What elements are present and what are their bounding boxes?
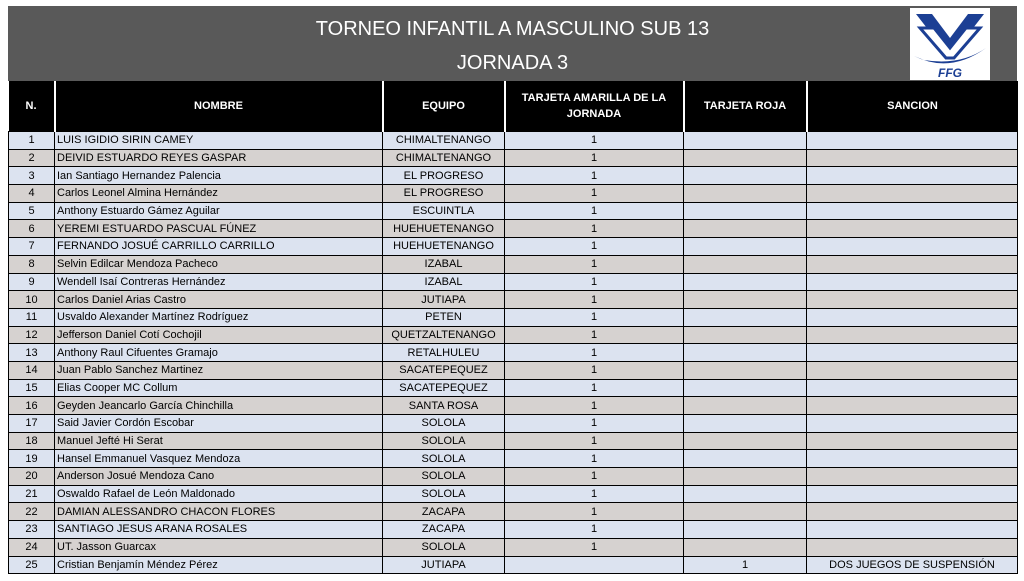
cell-yellow-card: 1: [505, 361, 684, 379]
cell-name: UT. Jasson Guarcax: [55, 538, 383, 556]
cell-team: IZABAL: [383, 273, 505, 291]
cell-sanction: [807, 255, 1018, 273]
table-row: [9, 326, 1018, 344]
cell-team: EL PROGRESO: [383, 167, 505, 185]
logo-text: FFG: [938, 66, 962, 80]
cell-red-card: [684, 415, 807, 433]
cell-red-card: [684, 202, 807, 220]
cell-team: HUEHUETENANGO: [383, 220, 505, 238]
table-row: [9, 485, 1018, 503]
cell-team: SOLOLA: [383, 485, 505, 503]
col-header-sanction: SANCION: [807, 81, 1018, 132]
cell-number: 25: [9, 556, 55, 574]
cell-yellow-card: 1: [505, 485, 684, 503]
cell-name: Carlos Daniel Arias Castro: [55, 291, 383, 309]
cell-sanction: [807, 521, 1018, 539]
table-row: [9, 415, 1018, 433]
cell-yellow-card: 1: [505, 379, 684, 397]
cell-number: 22: [9, 503, 55, 521]
cell-yellow-card: 1: [505, 521, 684, 539]
table-row: [9, 344, 1018, 362]
cell-sanction: [807, 185, 1018, 203]
cell-team: SACATEPEQUEZ: [383, 361, 505, 379]
cell-number: 11: [9, 308, 55, 326]
cell-yellow-card: 1: [505, 538, 684, 556]
cell-number: 2: [9, 149, 55, 167]
cell-yellow-card: 1: [505, 468, 684, 486]
cell-team: SOLOLA: [383, 432, 505, 450]
cell-yellow-card: 1: [505, 238, 684, 256]
cell-name: Anthony Raul Cifuentes Gramajo: [55, 344, 383, 362]
cell-team: SACATEPEQUEZ: [383, 379, 505, 397]
cell-red-card: [684, 220, 807, 238]
cell-team: IZABAL: [383, 255, 505, 273]
cell-yellow-card: 1: [505, 185, 684, 203]
cell-team: SANTA ROSA: [383, 397, 505, 415]
cell-team: ZACAPA: [383, 503, 505, 521]
cell-name: Cristian Benjamín Méndez Pérez: [55, 556, 383, 574]
cell-yellow-card: 1: [505, 308, 684, 326]
cell-name: Elias Cooper MC Collum: [55, 379, 383, 397]
cell-name: Selvin Edilcar Mendoza Pacheco: [55, 255, 383, 273]
cell-sanction: [807, 397, 1018, 415]
cell-red-card: [684, 273, 807, 291]
table-row: [9, 291, 1018, 309]
cell-name: DAMIAN ALESSANDRO CHACON FLORES: [55, 503, 383, 521]
cell-sanction: [807, 503, 1018, 521]
cell-number: 15: [9, 379, 55, 397]
cell-sanction: [807, 468, 1018, 486]
table-row: [9, 149, 1018, 167]
table-row: [9, 220, 1018, 238]
cell-yellow-card: 1: [505, 326, 684, 344]
cell-name: Juan Pablo Sanchez Martinez: [55, 361, 383, 379]
cell-sanction: [807, 238, 1018, 256]
cell-team: ESCUINTLA: [383, 202, 505, 220]
cell-sanction: [807, 202, 1018, 220]
col-header-number: N.: [9, 81, 55, 132]
cell-number: 1: [9, 132, 55, 150]
cell-number: 17: [9, 415, 55, 433]
col-header-red-card: TARJETA ROJA: [684, 81, 807, 132]
table-row: [9, 538, 1018, 556]
cell-number: 12: [9, 326, 55, 344]
cell-name: Ian Santiago Hernandez Palencia: [55, 167, 383, 185]
cell-number: 23: [9, 521, 55, 539]
cell-yellow-card: 1: [505, 273, 684, 291]
cell-number: 10: [9, 291, 55, 309]
cell-red-card: [684, 468, 807, 486]
cell-name: LUIS IGIDIO SIRIN CAMEY: [55, 132, 383, 150]
cell-team: JUTIAPA: [383, 291, 505, 309]
cell-sanction: DOS JUEGOS DE SUSPENSIÓN: [807, 556, 1018, 574]
cell-sanction: [807, 220, 1018, 238]
cell-yellow-card: 1: [505, 503, 684, 521]
cell-number: 20: [9, 468, 55, 486]
cell-name: Anderson Josué Mendoza Cano: [55, 468, 383, 486]
cell-sanction: [807, 291, 1018, 309]
table-row: [9, 202, 1018, 220]
cell-red-card: [684, 326, 807, 344]
cell-team: SOLOLA: [383, 468, 505, 486]
table-row: [9, 556, 1018, 574]
col-header-name: NOMBRE: [55, 81, 383, 132]
cell-number: 4: [9, 185, 55, 203]
cell-number: 21: [9, 485, 55, 503]
cell-red-card: [684, 185, 807, 203]
cell-name: Oswaldo Rafael de León Maldonado: [55, 485, 383, 503]
table-row: [9, 238, 1018, 256]
cell-sanction: [807, 361, 1018, 379]
cell-team: ZACAPA: [383, 521, 505, 539]
cell-red-card: [684, 132, 807, 150]
col-header-yellow-card: TARJETA AMARILLA DE LA JORNADA: [505, 81, 684, 132]
table-row: [9, 432, 1018, 450]
cell-name: DEIVID ESTUARDO REYES GASPAR: [55, 149, 383, 167]
table-row: [9, 521, 1018, 539]
table-row: [9, 468, 1018, 486]
table-row: [9, 167, 1018, 185]
cell-number: 18: [9, 432, 55, 450]
cell-yellow-card: 1: [505, 167, 684, 185]
cell-sanction: [807, 344, 1018, 362]
cell-red-card: [684, 255, 807, 273]
table-row: [9, 379, 1018, 397]
cell-team: CHIMALTENANGO: [383, 132, 505, 150]
cell-name: Jefferson Daniel Cotí Cochojil: [55, 326, 383, 344]
cell-red-card: [684, 308, 807, 326]
cell-red-card: [684, 149, 807, 167]
cell-yellow-card: [505, 556, 684, 574]
cell-red-card: [684, 432, 807, 450]
table-row: [9, 273, 1018, 291]
cell-yellow-card: 1: [505, 255, 684, 273]
cell-sanction: [807, 308, 1018, 326]
table-row: [9, 361, 1018, 379]
cell-yellow-card: 1: [505, 432, 684, 450]
cell-team: HUEHUETENANGO: [383, 238, 505, 256]
cell-number: 9: [9, 273, 55, 291]
cell-red-card: [684, 521, 807, 539]
table-header-row: [9, 81, 1018, 132]
cell-team: PETEN: [383, 308, 505, 326]
cell-sanction: [807, 485, 1018, 503]
cell-sanction: [807, 273, 1018, 291]
cell-name: Wendell Isaí Contreras Hernández: [55, 273, 383, 291]
cell-name: Geyden Jeancarlo García Chinchilla: [55, 397, 383, 415]
cell-name: YEREMI ESTUARDO PASCUAL FÚNEZ: [55, 220, 383, 238]
sanctions-sheet: [8, 6, 1017, 574]
cell-number: 14: [9, 361, 55, 379]
cell-red-card: [684, 450, 807, 468]
cell-number: 5: [9, 202, 55, 220]
cell-name: SANTIAGO JESUS ARANA ROSALES: [55, 521, 383, 539]
cell-number: 6: [9, 220, 55, 238]
table-row: [9, 450, 1018, 468]
cell-red-card: [684, 379, 807, 397]
table-body: [9, 132, 1018, 574]
cell-sanction: [807, 379, 1018, 397]
cell-team: RETALHULEU: [383, 344, 505, 362]
cell-team: SOLOLA: [383, 538, 505, 556]
sanctions-table: [8, 81, 1018, 574]
cell-red-card: 1: [684, 556, 807, 574]
table-row: [9, 397, 1018, 415]
cell-sanction: [807, 132, 1018, 150]
cell-sanction: [807, 326, 1018, 344]
cell-number: 16: [9, 397, 55, 415]
cell-number: 13: [9, 344, 55, 362]
cell-name: FERNANDO JOSUÉ CARRILLO CARRILLO: [55, 238, 383, 256]
round-title: JORNADA 3: [456, 52, 569, 74]
cell-team: SOLOLA: [383, 450, 505, 468]
cell-name: Anthony Estuardo Gámez Aguilar: [55, 202, 383, 220]
cell-yellow-card: 1: [505, 202, 684, 220]
cell-team: CHIMALTENANGO: [383, 149, 505, 167]
title-banner: [8, 6, 1017, 81]
cell-red-card: [684, 538, 807, 556]
cell-name: Hansel Emmanuel Vasquez Mendoza: [55, 450, 383, 468]
table-row: [9, 132, 1018, 150]
table-row: [9, 503, 1018, 521]
cell-number: 8: [9, 255, 55, 273]
cell-name: Carlos Leonel Almina Hernández: [55, 185, 383, 203]
table-row: [9, 255, 1018, 273]
table-row: [9, 185, 1018, 203]
ffg-logo: [910, 8, 990, 80]
cell-red-card: [684, 344, 807, 362]
cell-yellow-card: 1: [505, 397, 684, 415]
cell-name: Manuel Jefté Hi Serat: [55, 432, 383, 450]
cell-yellow-card: 1: [505, 450, 684, 468]
cell-name: Said Javier Cordón Escobar: [55, 415, 383, 433]
cell-red-card: [684, 291, 807, 309]
cell-yellow-card: 1: [505, 344, 684, 362]
cell-yellow-card: 1: [505, 132, 684, 150]
cell-number: 19: [9, 450, 55, 468]
cell-yellow-card: 1: [505, 149, 684, 167]
cell-number: 3: [9, 167, 55, 185]
cell-yellow-card: 1: [505, 220, 684, 238]
table-row: [9, 308, 1018, 326]
cell-red-card: [684, 238, 807, 256]
cell-red-card: [684, 361, 807, 379]
cell-number: 24: [9, 538, 55, 556]
cell-sanction: [807, 415, 1018, 433]
cell-team: SOLOLA: [383, 415, 505, 433]
cell-name: Usvaldo Alexander Martínez Rodríguez: [55, 308, 383, 326]
cell-red-card: [684, 397, 807, 415]
cell-sanction: [807, 149, 1018, 167]
cell-red-card: [684, 485, 807, 503]
tournament-title: TORNEO INFANTIL A MASCULINO SUB 13: [315, 18, 710, 40]
cell-sanction: [807, 450, 1018, 468]
cell-red-card: [684, 503, 807, 521]
cell-red-card: [684, 167, 807, 185]
cell-yellow-card: 1: [505, 415, 684, 433]
cell-number: 7: [9, 238, 55, 256]
cell-team: EL PROGRESO: [383, 185, 505, 203]
cell-sanction: [807, 432, 1018, 450]
cell-sanction: [807, 167, 1018, 185]
cell-yellow-card: 1: [505, 291, 684, 309]
cell-team: JUTIAPA: [383, 556, 505, 574]
cell-team: QUETZALTENANGO: [383, 326, 505, 344]
cell-sanction: [807, 538, 1018, 556]
col-header-team: EQUIPO: [383, 81, 505, 132]
